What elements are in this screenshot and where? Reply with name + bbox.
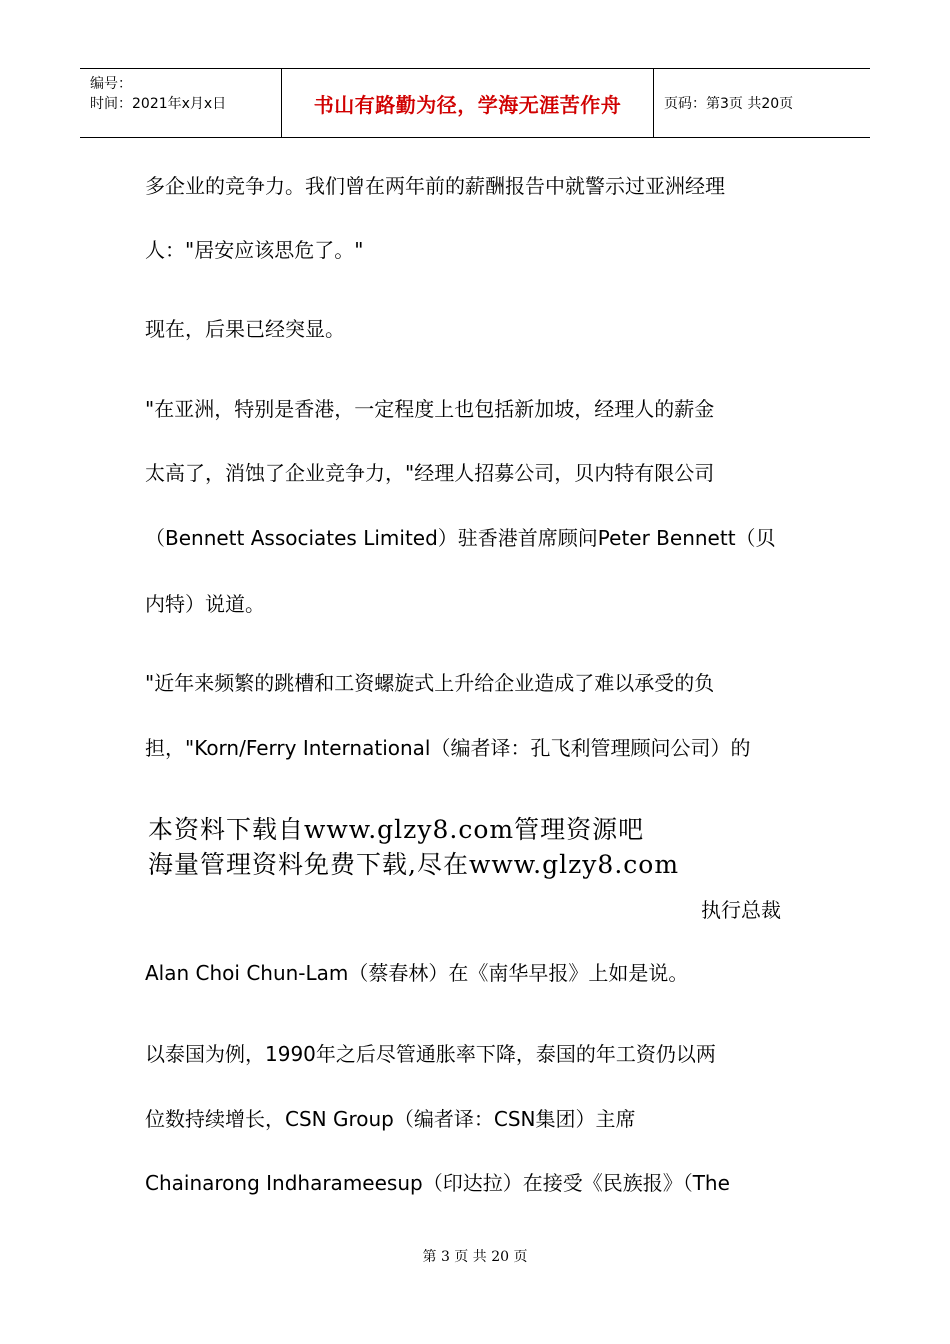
page-header — [80, 68, 870, 138]
serial-label: 编号： — [90, 76, 132, 92]
ad-line-2: 海量管理资料免费下载,尽在www.glzy8.com — [148, 850, 680, 879]
body-line: "在亚洲，特别是香港，一定程度上也包括新加坡，经理人的薪金 — [145, 397, 715, 421]
body-line: 现在，后果已经突显。 — [145, 317, 345, 341]
body-line: 太高了，消蚀了企业竞争力，"经理人招募公司，贝内特有限公司 — [145, 461, 715, 485]
body-line: 担，"Korn/Ferry International（编者译：孔飞利管理顾问公司）的 — [145, 736, 751, 760]
body-line: "近年来频繁的跳槽和工资螺旋式上升给企业造成了难以承受的负 — [145, 671, 715, 695]
body-line: Chainarong Indharameesup（印达拉）在接受《民族报》（The — [145, 1171, 730, 1195]
time-label: 时间：2021年x月x日 — [90, 96, 227, 112]
motto: 书山有路勤为径，学海无涯苦作舟 — [313, 92, 622, 117]
header-motto-cell — [282, 69, 654, 137]
header-page-cell — [654, 69, 870, 137]
body-line: （Bennett Associates Limited）驻香港首席顾问Peter Bennett（贝 — [145, 526, 776, 550]
header-left-cell — [80, 69, 282, 137]
body-line: 人："居安应该思危了。" — [145, 238, 364, 262]
page-info: 页码：第3页 共20页 — [664, 96, 794, 112]
body-line: Alan Choi Chun-Lam（蔡春林）在《南华早报》上如是说。 — [145, 961, 689, 985]
body-line: 多企业的竞争力。我们曾在两年前的薪酬报告中就警示过亚洲经理 — [145, 174, 725, 198]
body-line: 位数持续增长，CSN Group（编者译：CSN集团）主席 — [145, 1107, 636, 1131]
ad-line-1: 本资料下载自www.glzy8.com管理资源吧 — [148, 815, 645, 844]
body-line: 执行总裁 — [701, 898, 781, 922]
body-line: 内特）说道。 — [145, 592, 265, 616]
page-footer: 第 3 页 共 20 页 — [422, 1249, 528, 1265]
body-line: 以泰国为例，1990年之后尽管通胀率下降，泰国的年工资仍以两 — [145, 1042, 716, 1066]
